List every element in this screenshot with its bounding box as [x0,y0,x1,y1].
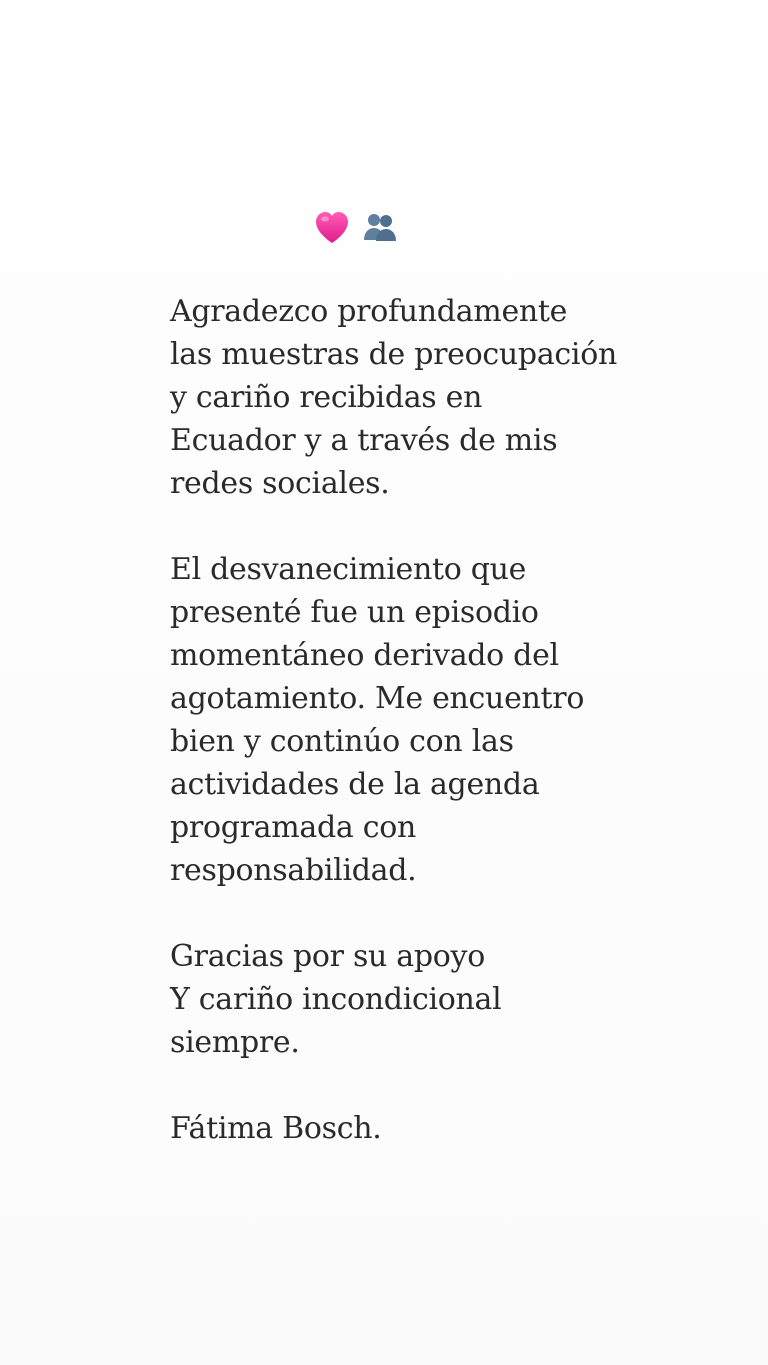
message-paragraph-2: El desvanecimiento que presenté fue un episodio momentáneo derivado del agotamiento. Me encuentro bien y continúo con las actividades de la agenda programada con responsabilidad. [170,552,585,888]
message-paragraph-1: Agradezco profundamente las muestras de preocupación y cariño recibidas en Ecuador y a través de mis redes sociales. [170,294,617,501]
pink-heart-icon [312,208,352,248]
two-people-icon [360,208,400,248]
emoji-row [312,208,400,248]
message-paragraph-3: Gracias por su apoyo Y cariño incondicional siempre. [170,939,502,1060]
signature: Fátima Bosch. [170,1111,382,1146]
message-block [170,290,690,1150]
